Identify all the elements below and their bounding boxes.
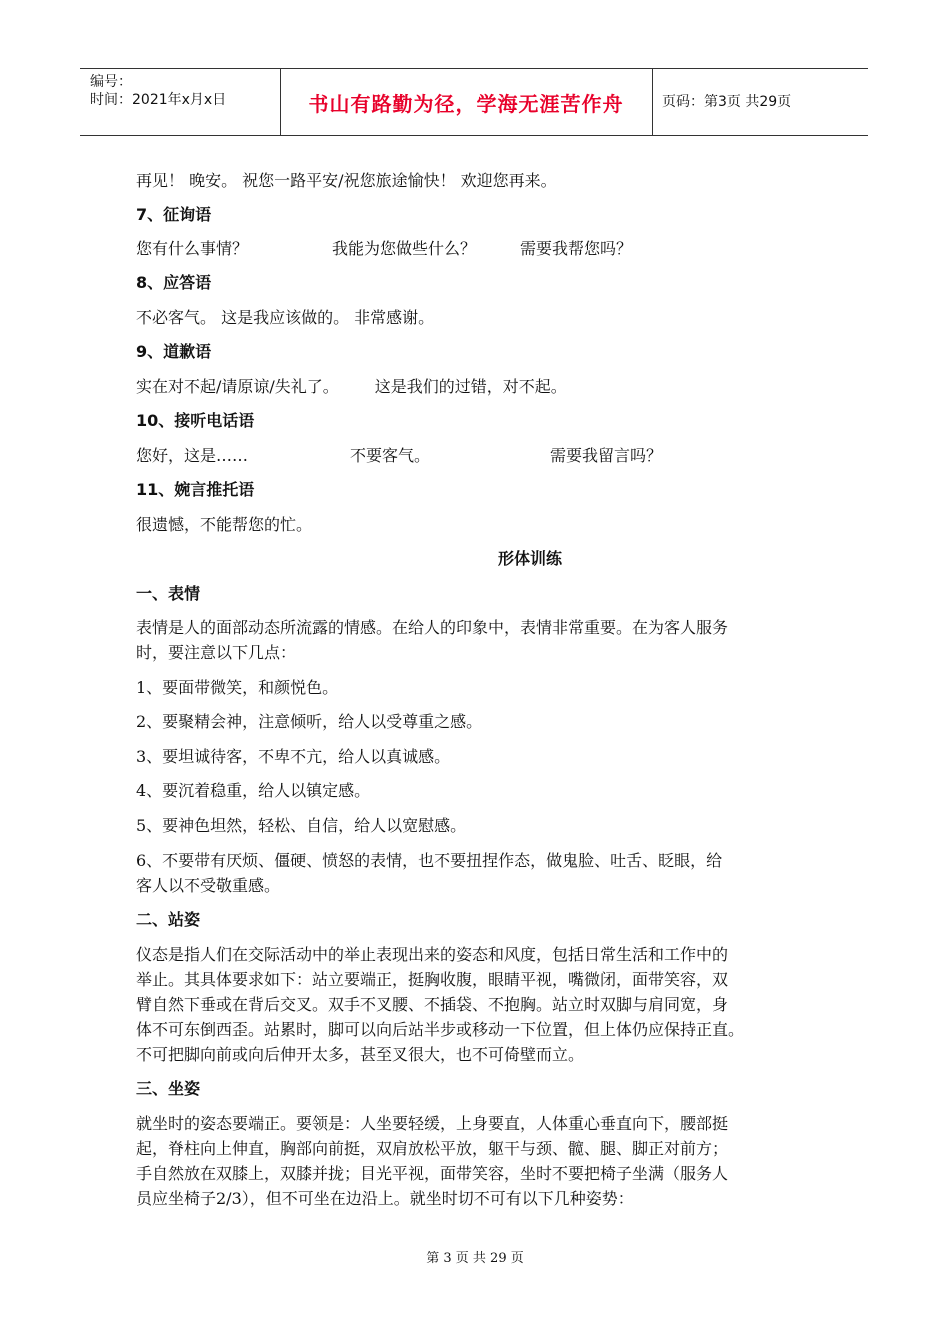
- heading-8: 8、应答语: [136, 273, 212, 292]
- header-page-cell: [652, 69, 868, 135]
- doc-time-label: 时间：2021年x月x日: [90, 92, 227, 108]
- text-line: 再见！ 晚安。 祝您一路平安/祝您旅途愉快！ 欢迎您再来。: [136, 171, 557, 190]
- text-line: 臂自然下垂或在背后交叉。双手不叉腰、不插袋、不抱胸。站立时双脚与肩同宽，身: [136, 995, 729, 1014]
- header-meta-cell: [80, 69, 281, 135]
- doc-number-label: 编号：: [90, 74, 132, 90]
- text-line: 不必客气。 这是我应该做的。 非常感谢。: [136, 308, 435, 327]
- list-item: 6、不要带有厌烦、僵硬、愤怒的表情，也不要扭捏作态，做鬼脸、吐舌、眨眼，给: [136, 851, 723, 870]
- text-line: 就坐时的姿态要端正。要领是：人坐要轻缓，上身要直，人体重心垂直向下，腰部挺: [136, 1114, 729, 1133]
- heading-11: 11、婉言推托语: [136, 480, 255, 499]
- list-item: 2、要聚精会神，注意倾听，给人以受尊重之感。: [136, 712, 483, 731]
- phrase: 需要我帮您吗？: [520, 239, 633, 258]
- text-line: [136, 376, 567, 398]
- text-line: 举止。其具体要求如下：站立要端正，挺胸收腹，眼睛平视，嘴微闭，面带笑容，双: [136, 970, 729, 989]
- text-line: 仪态是指人们在交际活动中的举止表现出来的姿态和风度，包括日常生活和工作中的: [136, 945, 729, 964]
- header-motto: 书山有路勤为径，学海无涯苦作舟: [308, 91, 624, 116]
- subheading-standing: 二、站姿: [136, 910, 201, 929]
- heading-10: 10、接听电话语: [136, 411, 255, 430]
- phrase: 这是我们的过错，对不起。: [374, 377, 567, 396]
- phrase: 我能为您做些什么？: [332, 239, 477, 258]
- text-line: 表情是人的面部动态所流露的情感。在给人的印象中，表情非常重要。在为客人服务: [136, 618, 729, 637]
- phrase: 您有什么事情？: [136, 239, 249, 258]
- heading-7: 7、征询语: [136, 205, 212, 224]
- text-line: 起，脊柱向上伸直，胸部向前挺，双肩放松平放，躯干与颈、髋、腿、脚正对前方；: [136, 1139, 729, 1158]
- text-line: 员应坐椅子2/3），但不可坐在边沿上。就坐时切不可有以下几种姿势：: [136, 1189, 634, 1208]
- subheading-expression: 一、表情: [136, 584, 201, 603]
- phrase: 您好，这是……: [136, 446, 249, 465]
- phrase: 不要客气。: [350, 446, 431, 465]
- section-title: 形体训练: [497, 549, 562, 568]
- list-item: 5、要神色坦然，轻松、自信，给人以宽慰感。: [136, 816, 467, 835]
- text-line: 体不可东倒西歪。站累时，脚可以向后站半步或移动一下位置，但上体仍应保持正直。: [136, 1020, 745, 1039]
- list-item: 1、要面带微笑，和颜悦色。: [136, 678, 339, 697]
- subheading-sitting: 三、坐姿: [136, 1079, 201, 1098]
- list-item-cont: 客人以不受敬重感。: [136, 876, 281, 895]
- text-line: 不可把脚向前或向后伸开太多，甚至叉很大，也不可倚壁而立。: [136, 1045, 585, 1064]
- heading-9: 9、道歉语: [136, 342, 212, 361]
- header-motto-cell: [280, 69, 653, 135]
- phrase: 实在对不起/请原谅/失礼了。: [136, 377, 339, 396]
- list-item: 4、要沉着稳重，给人以镇定感。: [136, 781, 371, 800]
- text-line: 时，要注意以下几点：: [136, 643, 297, 662]
- page-footer: 第 3 页 共 29 页: [426, 1251, 524, 1266]
- text-line: 手自然放在双膝上，双膝并拢；目光平视，面带笑容，坐时不要把椅子坐满（服务人: [136, 1164, 729, 1183]
- list-item: 3、要坦诚待客，不卑不亢，给人以真诚感。: [136, 747, 451, 766]
- text-line: [136, 445, 662, 467]
- header-page-info: 页码：第3页 共29页: [662, 94, 792, 110]
- text-line: 很遗憾，不能帮您的忙。: [136, 515, 313, 534]
- phrase: 需要我留言吗？: [550, 446, 663, 465]
- page-header: [80, 68, 868, 136]
- text-line: [136, 238, 632, 260]
